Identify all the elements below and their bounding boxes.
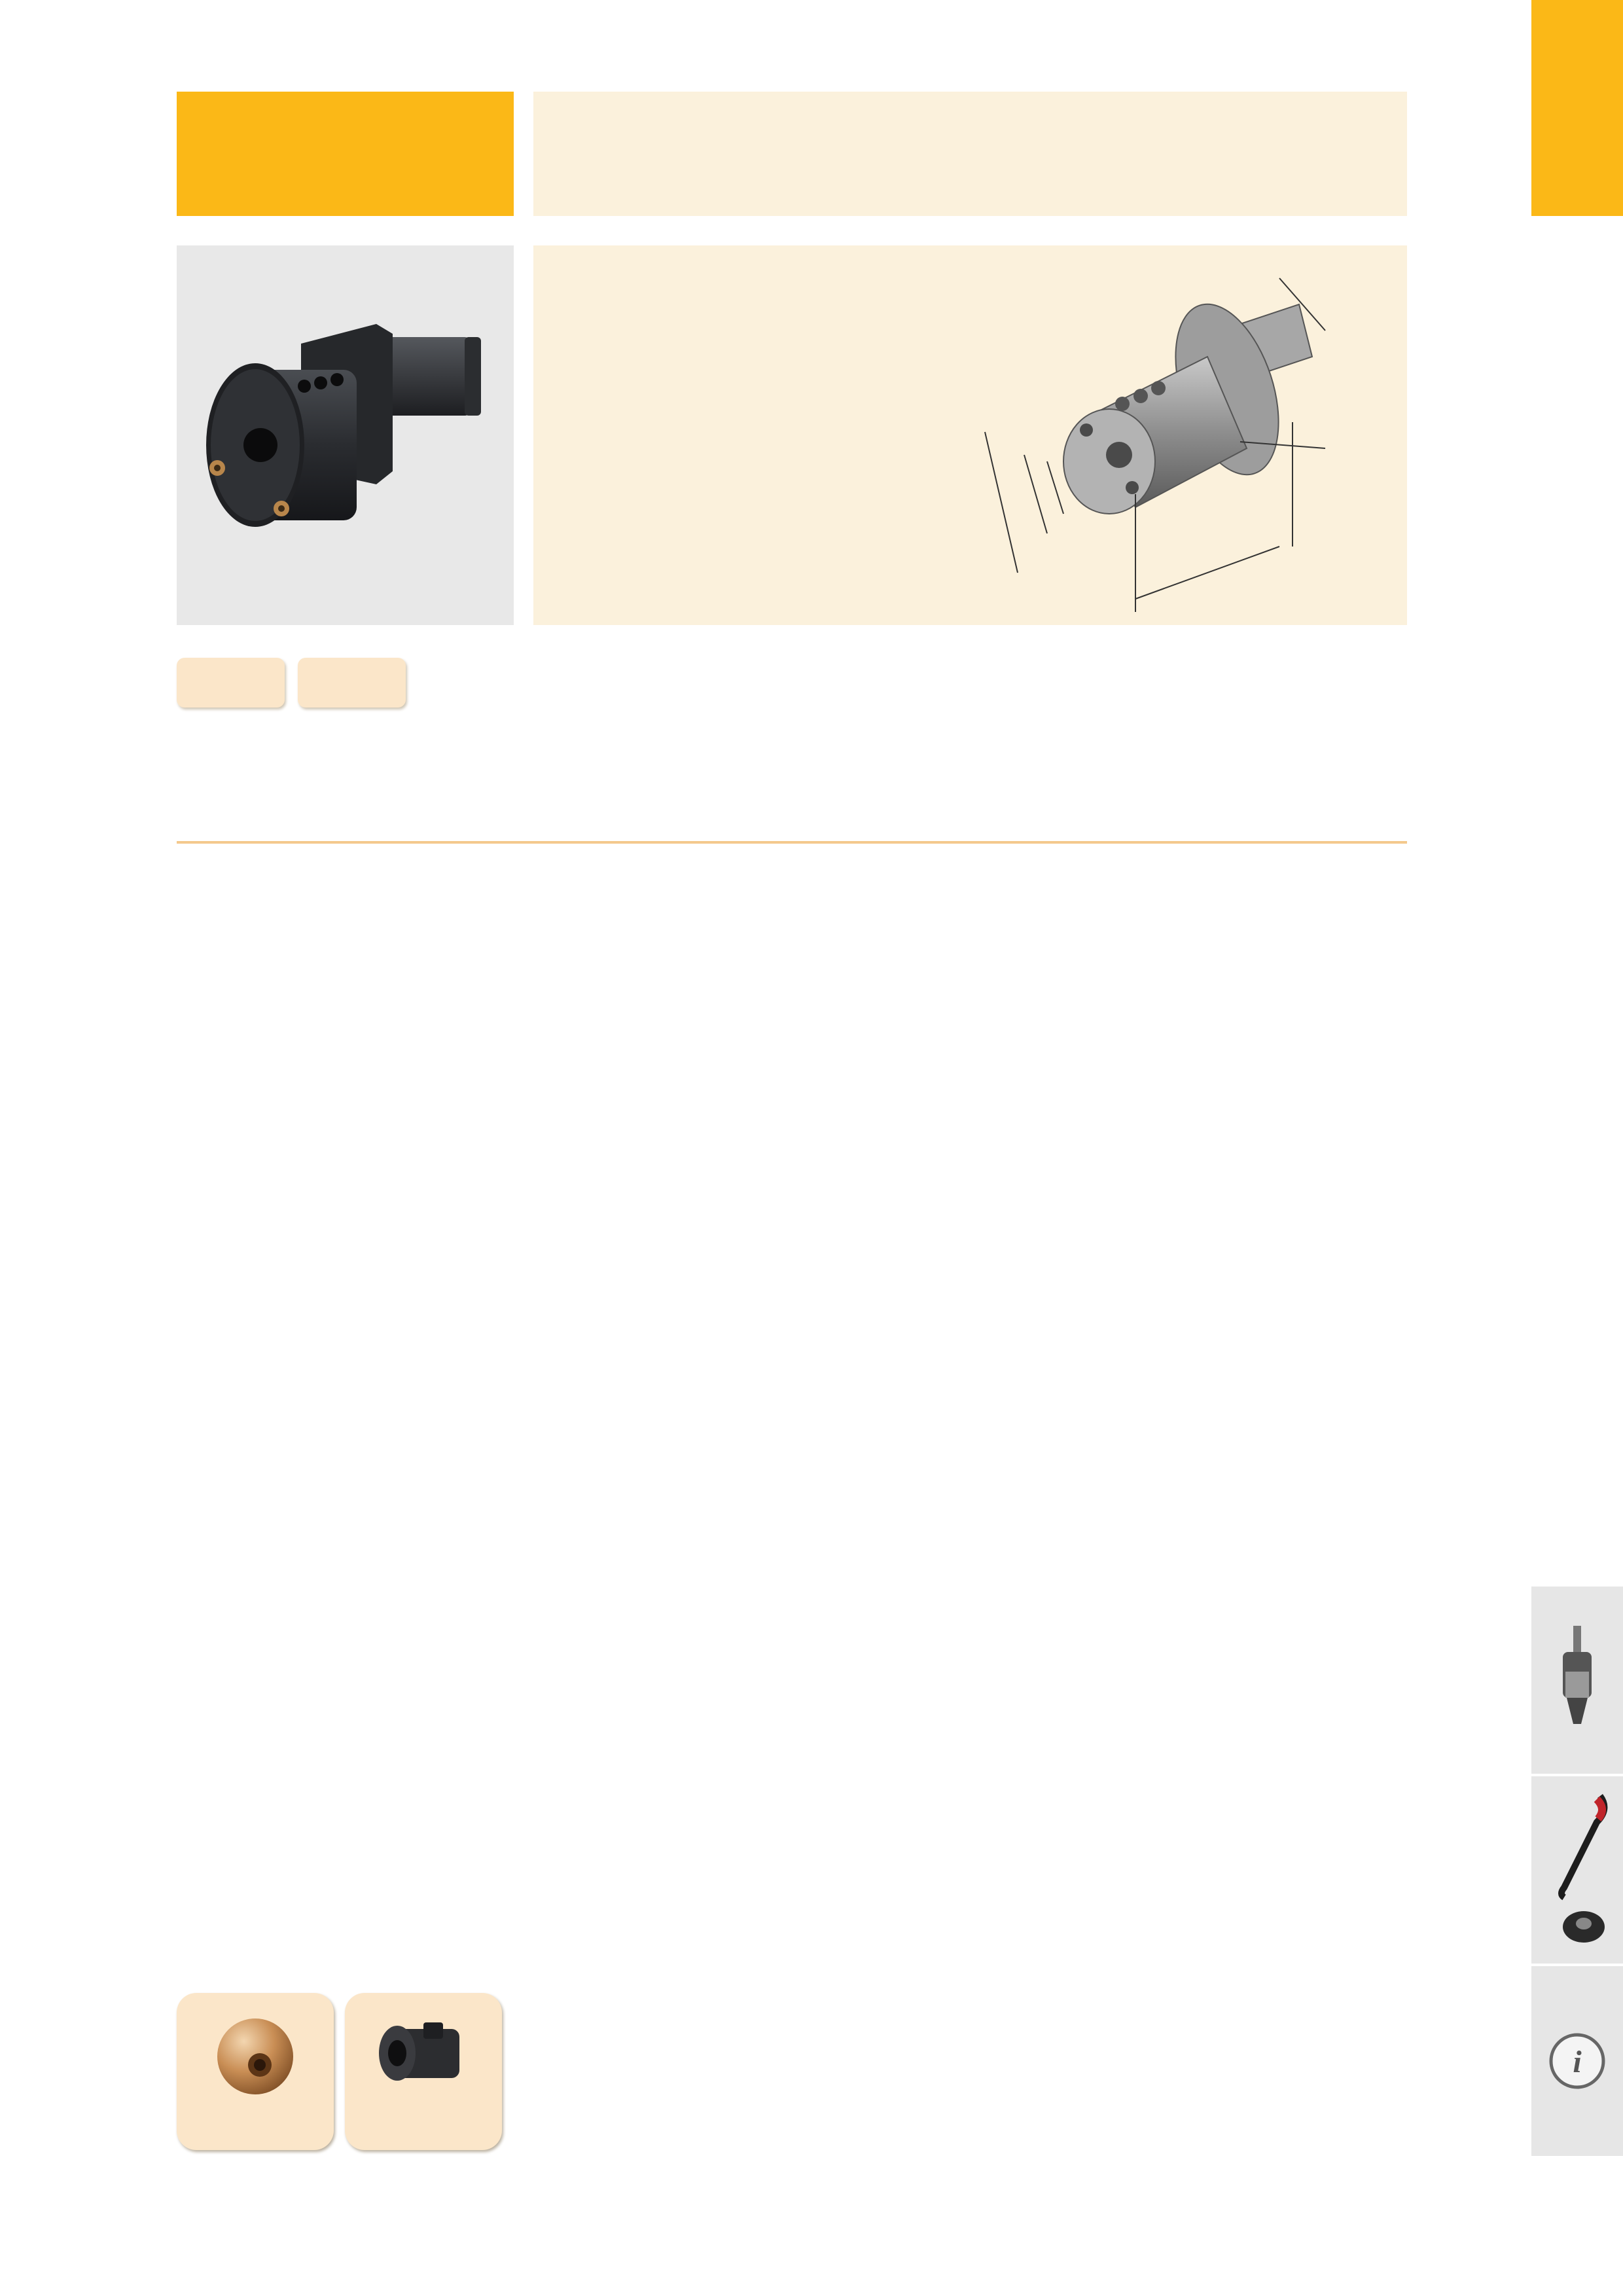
application-text [579,265,985,320]
form-tag [298,658,406,708]
dimension-drawing [972,259,1397,619]
side-tab-info[interactable] [1531,1964,1623,2156]
page-title [177,92,514,216]
wrench-icon [1544,1789,1616,1953]
accessory-250[interactable] [177,1993,334,2150]
product-description [533,92,1407,216]
side-accent-bar [1531,0,1623,216]
table-header [177,733,1407,841]
application-panel [533,245,1407,625]
standard-tag [177,658,285,708]
product-photo [177,245,514,625]
side-tab-accessories[interactable] [1531,1774,1623,1966]
order-header [187,733,449,842]
side-tab-chuck[interactable] [1531,1584,1623,1776]
clamping-sleeve-icon [374,2013,473,2098]
drill-chuck-icon [1551,1626,1603,1737]
boring-bar-holder-icon [177,245,514,625]
svg-text:i: i [1573,2045,1582,2079]
size-header [484,733,648,841]
info-icon [1548,2032,1607,2090]
spray-nozzle-icon [213,2009,298,2101]
accessory-249[interactable] [345,1993,502,2150]
